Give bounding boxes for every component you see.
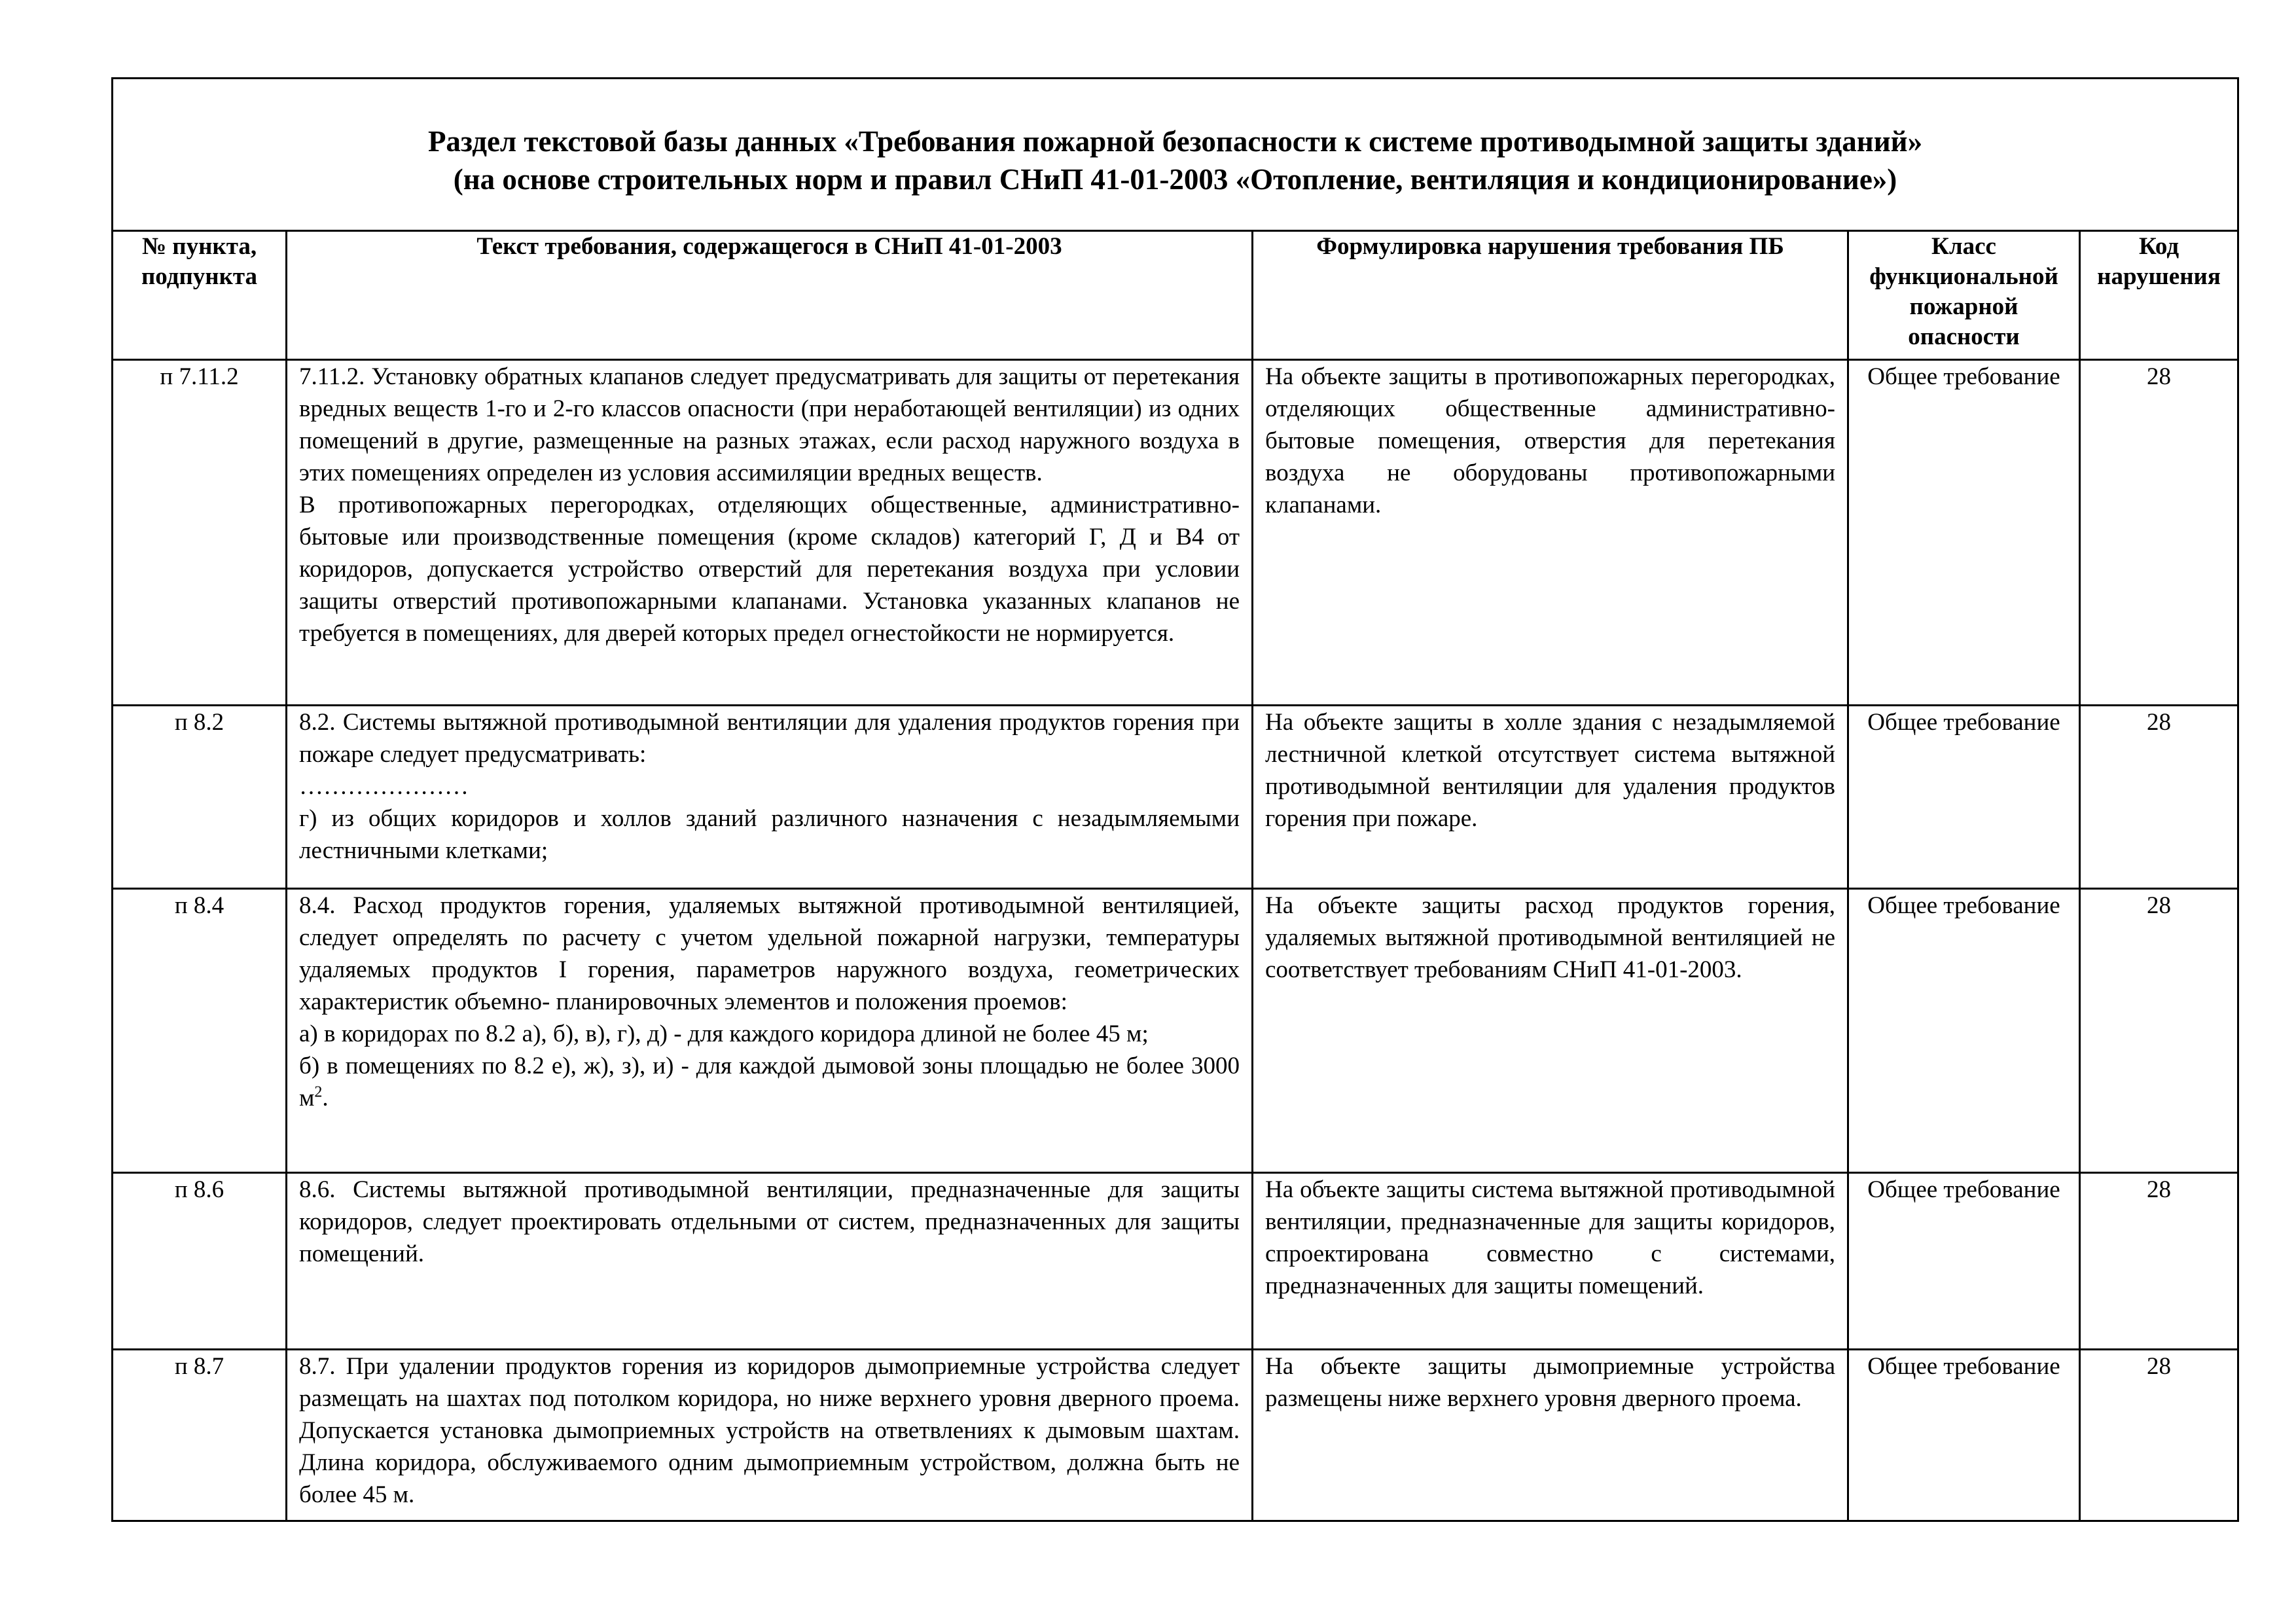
cell-violation: На объекте защиты в холле здания с незадымляемой лестничной клеткой отсутствует система вытяжной противодымной вентиляции для удаления продуктов горения при пожаре. (1253, 706, 1848, 889)
cell-class: Общее требование (1848, 360, 2080, 706)
cell-class: Общее требование (1848, 1173, 2080, 1350)
cell-text (287, 1350, 1253, 1521)
title-line-2: (на основе строительных норм и правил СНиП 41-01-2003 «Отопление, вентиляция и кондиционирование») (453, 163, 1897, 196)
header-num: № пункта, подпункта (113, 231, 287, 360)
table-row (113, 360, 2238, 706)
text-paragraph: 8.6. Системы вытяжной противодымной вентиляции, предназначенные для защиты коридоров, следует проектировать отдельными от систем, предназначенных для защиты помещений. (299, 1176, 1240, 1267)
text-paragraph: В противопожарных перегородках, отделяющих общественные, административно-бытовые или производственные помещения (кроме складов) категорий Г, Д и В4 от коридоров, допускается устройство отверстий для перетекания воздуха при условии защиты отверстий противопожарными клапанами. Установка указанных клапанов не требуется в помещениях, для дверей которых предел огнестойкости не нормируется. (299, 492, 1240, 647)
cell-num: п 8.6 (113, 1173, 287, 1350)
table-header-row (113, 231, 2238, 360)
cell-num: п 8.7 (113, 1350, 287, 1521)
cell-text (287, 889, 1253, 1173)
cell-num: п 8.4 (113, 889, 287, 1173)
table-row (113, 1173, 2238, 1350)
cell-class: Общее требование (1848, 706, 2080, 889)
table-row (113, 706, 2238, 889)
text-fragment: . (322, 1085, 329, 1111)
cell-text (287, 1173, 1253, 1350)
title-line-1: Раздел текстовой базы данных «Требования пожарной безопасности к системе противодымной защиты зданий» (427, 125, 1923, 158)
text-paragraph: а) в коридорах по 8.2 а), б), в), г), д) - для каждого коридора длиной не более 45 м; (299, 1020, 1149, 1047)
cell-class: Общее требование (1848, 889, 2080, 1173)
cell-class: Общее требование (1848, 1350, 2080, 1521)
table-title (113, 79, 2238, 231)
cell-code: 28 (2080, 1173, 2238, 1350)
cell-text (287, 706, 1253, 889)
cell-violation: На объекте защиты дымоприемные устройства размещены ниже верхнего уровня дверного проема. (1253, 1350, 1848, 1521)
table-row (113, 1350, 2238, 1521)
header-code: Код нарушения (2080, 231, 2238, 360)
cell-violation: На объекте защиты система вытяжной противодымной вентиляции, предназначенные для защиты коридоров, спроектирована совместно с системами, предназначенных для защиты помещений. (1253, 1173, 1848, 1350)
text-paragraph: 8.4. Расход продуктов горения, удаляемых вытяжной противодымной вентиляцией, следует определять по расчету с учетом удельной пожарной нагрузки, температуры удаляемых продуктов I горения, параметров наружного воздуха, геометрических характеристик объемно- планировочных элементов и положения проемов: (299, 892, 1240, 1015)
table-title-row (113, 79, 2238, 231)
text-paragraph: 8.7. При удалении продуктов горения из коридоров дымоприемные устройства следует размещать на шахтах под потолком коридора, но ниже верхнего уровня дверного проема. Допускается установка дымоприемных устройств на ответвлениях к дымовым шахтам. Длина коридора, обслуживаемого одним дымоприемным устройством, должна быть не более 45 м. (299, 1353, 1240, 1508)
cell-code: 28 (2080, 360, 2238, 706)
cell-num: п 7.11.2 (113, 360, 287, 706)
requirements-table (111, 77, 2239, 1522)
text-paragraph: 8.2. Системы вытяжной противодымной вентиляции для удаления продуктов горения при пожаре следует предусматривать: (299, 709, 1240, 768)
header-class: Класс функциональной пожарной опасности (1848, 231, 2080, 360)
cell-code: 28 (2080, 706, 2238, 889)
text-fragment: б) в помещениях по 8.2 е), ж), з), и) - для каждой дымовой зоны площадью не более 3000 м (299, 1053, 1240, 1111)
table-row (113, 889, 2238, 1173)
cell-num: п 8.2 (113, 706, 287, 889)
text-ellipsis: ………………… (299, 773, 469, 800)
header-text: Текст требования, содержащегося в СНиП 41-01-2003 (287, 231, 1253, 360)
cell-text (287, 360, 1253, 706)
text-paragraph (299, 1050, 1240, 1114)
cell-code: 28 (2080, 1350, 2238, 1521)
cell-code: 28 (2080, 889, 2238, 1173)
cell-violation: На объекте защиты в противопожарных перегородках, отделяющих общественные административно-бытовые помещения, отверстия для перетекания воздуха не оборудованы противопожарными клапанами. (1253, 360, 1848, 706)
header-violation: Формулировка нарушения требования ПБ (1253, 231, 1848, 360)
cell-violation: На объекте защиты расход продуктов горения, удаляемых вытяжной противодымной вентиляцией не соответствует требованиям СНиП 41-01-2003. (1253, 889, 1848, 1173)
superscript: 2 (314, 1083, 323, 1101)
document-page (111, 77, 2237, 1522)
text-paragraph: 7.11.2. Установку обратных клапанов следует предусматривать для защиты от перетекания вредных веществ 1-го и 2-го классов опасности (при неработающей вентиляции) из одних помещений в другие, размещенные на разных этажах, если расход наружного воздуха в этих помещениях определен из условия ассимиляции вредных веществ. (299, 363, 1240, 486)
text-paragraph: г) из общих коридоров и холлов зданий различного назначения с незадымляемыми лестничными клетками; (299, 805, 1240, 864)
